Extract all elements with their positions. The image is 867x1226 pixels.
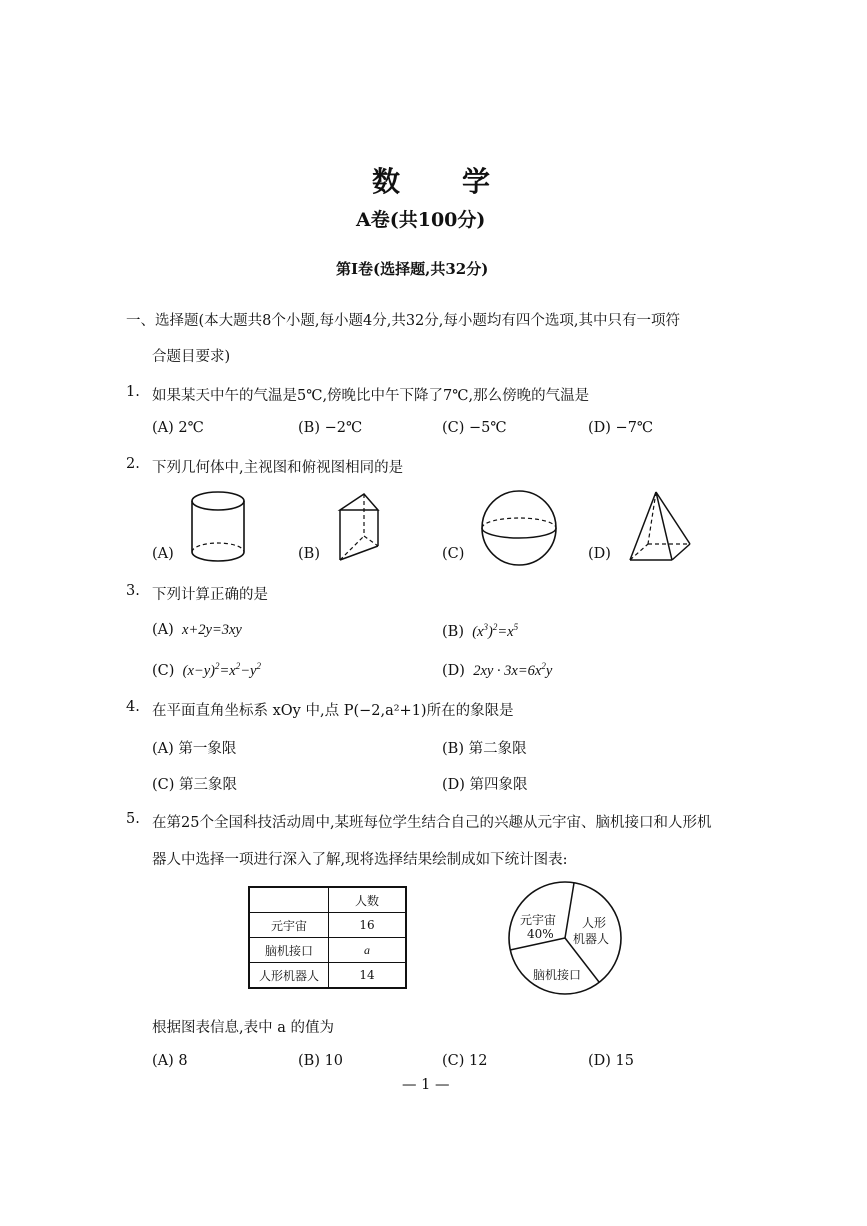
question-number: 1. — [126, 384, 140, 400]
pie-label-percent: 40% — [527, 927, 554, 941]
option-label: (C) — [152, 662, 175, 679]
pie-label-humanoid-1: 人形 — [582, 916, 607, 930]
pie-label-humanoid-2: 机器人 — [573, 932, 610, 946]
cylinder-icon — [188, 490, 248, 564]
q1-option-b[interactable]: (B) −2℃ — [298, 420, 363, 436]
question-5-prompt: 根据图表信息,表中 a 的值为 — [152, 1020, 334, 1036]
option-label: (B) — [442, 623, 464, 640]
table-cell: 16 — [329, 913, 407, 938]
table-row — [249, 913, 406, 938]
question-3-text: 下列计算正确的是 — [152, 587, 268, 603]
q5-option-a[interactable]: (A) 8 — [152, 1053, 188, 1069]
triangular-prism-icon — [334, 490, 390, 564]
table-row — [249, 963, 406, 989]
question-5-text-line1: 在第25个全国科技活动周中,某班每位学生结合自己的兴趣从元宇宙、脑机接口和人形机 — [152, 815, 712, 831]
option-label: (D) — [442, 662, 465, 679]
q4-option-c[interactable]: (C) 第三象限 — [152, 777, 238, 793]
q1-option-c[interactable]: (C) −5℃ — [442, 420, 507, 436]
q3-option-d-expr: $2xy \cdot 3x=6x^2y$ — [469, 661, 553, 679]
table-cell: 脑机接口 — [249, 938, 329, 963]
q3-option-c[interactable] — [152, 661, 261, 680]
q3-option-a-expr: x+2y=3xy — [178, 622, 242, 638]
pie-label-bci: 脑机接口 — [533, 968, 582, 982]
table-cell: 元宇宙 — [249, 913, 329, 938]
part-heading: 第Ⅰ卷(选择题,共32分) — [336, 260, 489, 278]
q2-option-d[interactable]: (D) — [588, 546, 611, 562]
question-4-text: 在平面直角坐标系 xOy 中,点 P(−2,a²+1)所在的象限是 — [152, 703, 514, 719]
question-2-text: 下列几何体中,主视图和俯视图相同的是 — [152, 460, 404, 476]
table-cell: a — [329, 938, 407, 963]
paper-subtitle: A卷(共100分) — [356, 209, 486, 231]
q1-option-d[interactable]: (D) −7℃ — [588, 420, 654, 436]
q3-option-b-expr: $(x^3)^2=x^5$ — [468, 622, 519, 640]
question-number: 5. — [126, 811, 140, 827]
option-label: (A) — [152, 622, 174, 638]
section-instructions-line2: 合题目要求) — [152, 349, 231, 365]
page-title: 数 学 — [372, 165, 493, 198]
q3-option-c-expr: $(x-y)^2=x^2-y^2$ — [179, 661, 261, 679]
table-row — [249, 938, 406, 963]
q2-option-a[interactable]: (A) — [152, 546, 174, 562]
question-1-text: 如果某天中午的气温是5℃,傍晚比中午下降了7℃,那么傍晚的气温是 — [152, 388, 590, 404]
q5-option-b[interactable]: (B) 10 — [298, 1053, 344, 1069]
q3-option-b[interactable] — [442, 622, 518, 641]
table-cell: 14 — [329, 963, 407, 989]
table-header-cell — [249, 887, 329, 913]
q1-option-a[interactable]: (A) 2℃ — [152, 420, 204, 436]
q5-option-c[interactable]: (C) 12 — [442, 1053, 488, 1069]
question-number: 3. — [126, 583, 140, 599]
table-header-cell: 人数 — [329, 887, 407, 913]
q3-option-a[interactable] — [152, 622, 242, 639]
table-header-row — [249, 887, 406, 913]
pyramid-icon — [624, 488, 694, 566]
q2-option-c[interactable]: (C) — [442, 546, 465, 562]
q2-option-b[interactable]: (B) — [298, 546, 320, 562]
table-cell: 人形机器人 — [249, 963, 329, 989]
statistics-table — [248, 886, 407, 989]
q5-option-d[interactable]: (D) 15 — [588, 1053, 634, 1069]
pie-label-metaverse: 元宇宙 — [520, 913, 557, 927]
sphere-icon — [478, 488, 560, 568]
q3-option-d[interactable] — [442, 661, 552, 680]
question-number: 2. — [126, 456, 140, 472]
q4-option-b[interactable]: (B) 第二象限 — [442, 741, 527, 757]
page-number: — 1 — — [402, 1077, 450, 1093]
question-5-text-line2: 器人中选择一项进行深入了解,现将选择结果绘制成如下统计图表: — [152, 852, 568, 868]
question-number: 4. — [126, 699, 140, 715]
q4-option-d[interactable]: (D) 第四象限 — [442, 777, 528, 793]
q4-option-a[interactable]: (A) 第一象限 — [152, 741, 237, 757]
section-instructions-line1: 一、选择题(本大题共8个小题,每小题4分,共32分,每小题均有四个选项,其中只有一项符 — [126, 313, 680, 329]
